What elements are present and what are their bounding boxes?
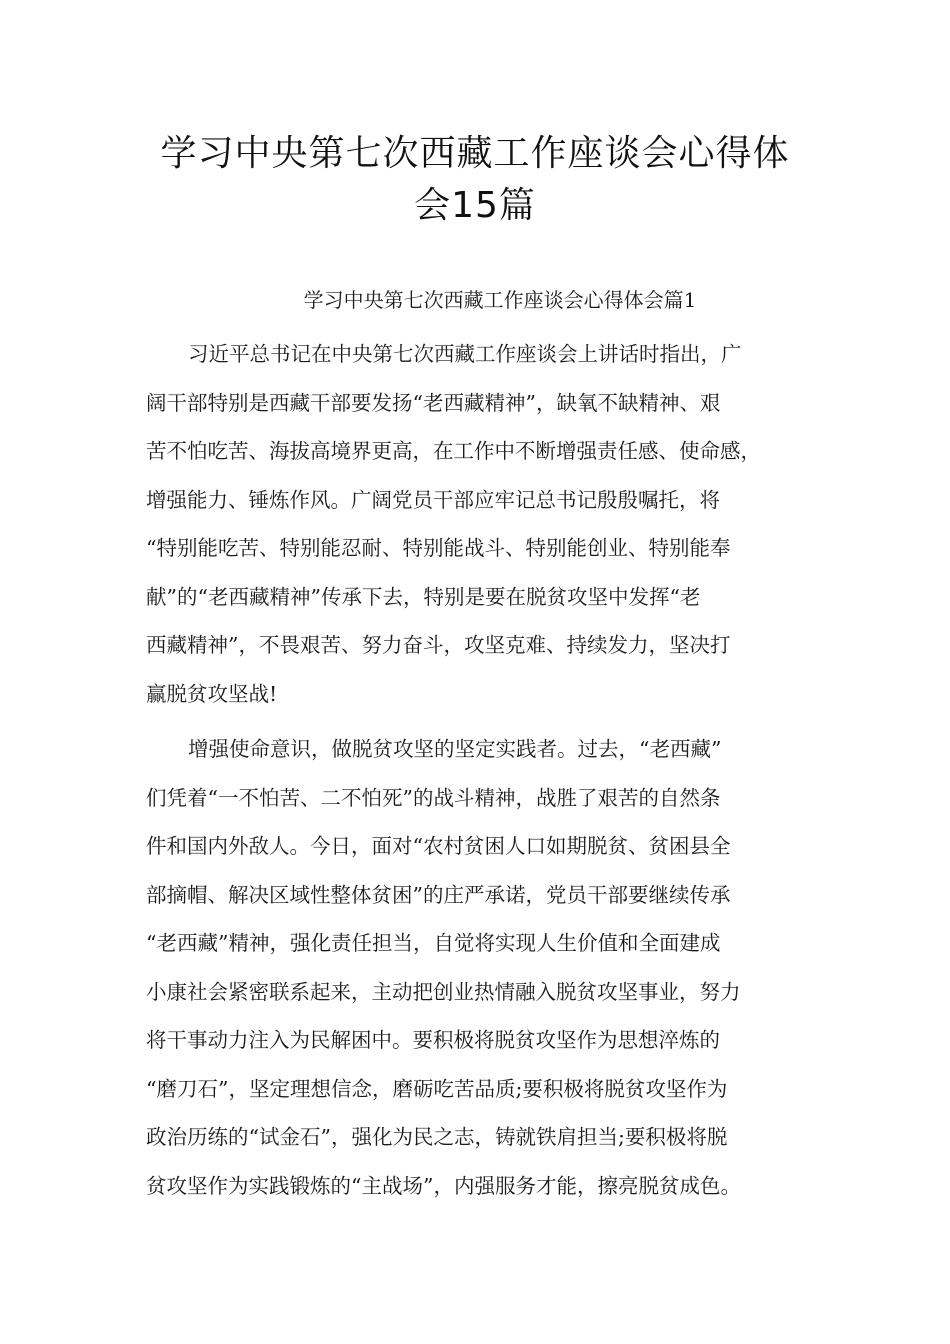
text-line: 增强使命意识，做脱贫攻坚的坚定实践者。过去，“老西藏”: [188, 737, 722, 761]
text-line: 增强能力、锤炼作风。广阔党员干部应牢记总书记殷殷嘱托，将: [146, 487, 720, 512]
text-line: “老西藏”精神，强化责任担当，自觉将实现人生价值和全面建成: [146, 931, 721, 955]
section-heading: 学习中央第七次西藏工作座谈会心得体会篇1: [303, 288, 697, 312]
text-line: 西藏精神”，不畏艰苦、努力奋斗，攻坚克难、持续发力，坚决打: [146, 633, 731, 657]
paragraph: [146, 725, 824, 1210]
text-line: 件和国内外敌人。今日，面对“农村贫困人口如期脱贫、贫困县全: [146, 834, 731, 858]
text-line: “特别能吃苦、特别能忍耐、特别能战斗、特别能创业、特别能奉: [146, 536, 731, 560]
text-line: 阔干部特别是西藏干部要发扬“老西藏精神”，缺氧不缺精神、艰: [146, 390, 721, 415]
text-line: 政治历练的“试金石”，强化为民之志，铸就铁肩担当;要积极将脱: [146, 1125, 728, 1149]
paragraph: [146, 330, 824, 718]
text-line: 贫攻坚作为实践锻炼的“主战场”，内强服务才能，擦亮脱贫成色。: [146, 1173, 741, 1198]
text-line: 小康社会紧密联系起来，主动把创业热情融入脱贫攻坚事业，努力: [146, 979, 741, 1004]
text-line: 苦不怕吃苦、海拔高境界更高，在工作中不断增强责任感、使命感，: [146, 439, 761, 463]
text-line: 部摘帽、解决区域性整体贫困”的庄严承诺，党员干部要继续传承: [146, 882, 731, 907]
text-line: 赢脱贫攻坚战!: [146, 681, 278, 706]
title-line: 会15篇: [414, 185, 536, 226]
title-line: 学习中央第七次西藏工作座谈会心得体: [160, 133, 790, 174]
document-title: [100, 128, 850, 232]
text-line: “磨刀石”，坚定理想信念，磨砺吃苦品质;要积极将脱贫攻坚作为: [146, 1076, 728, 1101]
text-line: 们凭着“一不怕苦、二不怕死”的战斗精神，战胜了艰苦的自然条: [146, 785, 721, 810]
text-line: 献”的“老西藏精神”传承下去，特别是要在脱贫攻坚中发挥“老: [146, 584, 701, 609]
text-line: 将干事动力注入为民解困中。要积极将脱贫攻坚作为思想淬炼的: [146, 1028, 720, 1052]
text-line: 习近平总书记在中央第七次西藏工作座谈会上讲话时指出，广: [188, 342, 742, 366]
